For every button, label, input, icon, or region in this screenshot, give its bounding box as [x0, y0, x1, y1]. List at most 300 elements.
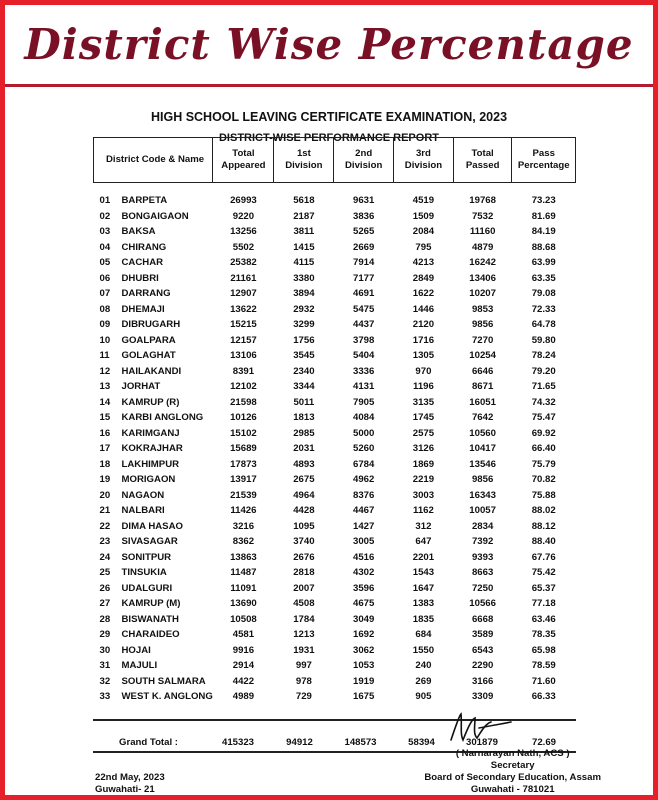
cell-appeared: 13863 [230, 551, 257, 563]
report-subheading: DISTRICT-WISE PERFORMANCE REPORT [218, 132, 439, 144]
table-row [94, 410, 576, 426]
cell-div3: 1716 [412, 334, 435, 346]
cell-div1: 1213 [293, 629, 315, 641]
cell-div1: 4964 [293, 489, 315, 501]
cell-pct: 66.33 [531, 691, 556, 703]
table-row [94, 674, 576, 690]
signatory-address: Guwahati - 781021 [470, 784, 555, 795]
cell-div2: 5000 [352, 427, 375, 439]
cell-div3: 1196 [413, 381, 434, 393]
cell-div3: 1869 [412, 458, 435, 470]
cell-div1: 2932 [293, 303, 315, 315]
cell-pct: 75.79 [531, 458, 556, 470]
cell-div2: 1692 [352, 629, 375, 641]
cell-div1: 2818 [293, 567, 315, 579]
cell-div3: 905 [415, 691, 432, 703]
signature-mark [445, 710, 525, 746]
cell-div3: 1509 [412, 210, 435, 222]
cell-pct: 75.88 [531, 489, 556, 501]
district-name: KOKRAJHAR [121, 443, 183, 455]
cell-appeared: 3216 [232, 520, 255, 532]
district-cell [94, 596, 213, 612]
header-pct-l1: Pass [532, 148, 555, 159]
cell-appeared: 8362 [232, 536, 255, 548]
table-row [94, 612, 576, 628]
cell-appeared: 2914 [232, 660, 255, 672]
grand-total-pct: 72.69 [531, 737, 556, 748]
table-row [94, 627, 576, 643]
cell-appeared: 4581 [232, 629, 255, 641]
district-name: GOLAGHAT [121, 350, 176, 362]
signatory-title: Secretary [490, 760, 535, 771]
grand-total-label: Grand Total : [119, 737, 178, 748]
cell-pct: 70.82 [531, 474, 556, 486]
table-row [94, 441, 576, 457]
cell-passed: 9853 [471, 303, 494, 315]
cell-passed: 13406 [469, 272, 496, 284]
cell-passed: 9856 [471, 319, 494, 331]
grand-total-div2: 148573 [344, 737, 377, 748]
district-name: HAILAKANDI [121, 365, 182, 377]
district-name: SONITPUR [121, 551, 172, 563]
cell-appeared: 10126 [230, 412, 257, 424]
cell-div1: 1415 [293, 241, 315, 253]
cell-div2: 5475 [352, 303, 375, 315]
cell-appeared: 21598 [230, 396, 257, 408]
cell-passed: 7642 [471, 412, 494, 424]
cell-div1: 2985 [293, 427, 315, 439]
cell-pct: 71.60 [531, 675, 556, 687]
table-row [94, 426, 576, 442]
cell-div1: 3299 [293, 319, 315, 331]
cell-div3: 2575 [412, 427, 435, 439]
cell-div1: 2675 [293, 474, 315, 486]
cell-passed: 11160 [469, 226, 496, 238]
district-name: KARBI ANGLONG [121, 412, 204, 424]
banner-title: District Wise Percentage [24, 20, 634, 69]
district-name: LAKHIMPUR [121, 458, 180, 470]
district-name: KARIMGANJ [121, 427, 180, 439]
cell-div2: 3798 [352, 334, 375, 346]
cell-pct: 79.20 [531, 365, 556, 377]
cell-div3: 1745 [412, 412, 435, 424]
cell-pct: 81.69 [531, 210, 556, 222]
cell-div3: 1543 [412, 567, 435, 579]
grand-total-div3: 58394 [408, 737, 435, 748]
table-row [94, 596, 576, 612]
cell-pct: 66.40 [531, 443, 556, 455]
district-cell [94, 240, 213, 256]
table-row [94, 472, 576, 488]
district-code: 02 [99, 210, 111, 222]
table-row [94, 395, 576, 411]
cell-appeared: 8391 [232, 365, 255, 377]
cell-passed: 13546 [469, 458, 496, 470]
cell-passed: 10560 [469, 427, 496, 439]
district-code: 04 [99, 241, 111, 253]
table-row [94, 689, 576, 705]
header-div3 [394, 138, 454, 183]
header-passed-l2: Passed [465, 160, 500, 171]
cell-div2: 3596 [352, 582, 375, 594]
cell-passed: 10254 [469, 350, 496, 362]
district-cell [94, 643, 213, 659]
district-cell [94, 379, 213, 395]
cell-pct: 88.40 [531, 536, 556, 548]
cell-div2: 6784 [352, 458, 375, 470]
cell-passed: 8671 [471, 381, 494, 393]
cell-appeared: 5502 [232, 241, 255, 253]
district-code: 07 [99, 288, 111, 300]
cell-pct: 88.12 [531, 520, 556, 532]
cell-pct: 59.80 [531, 334, 556, 346]
cell-appeared: 4989 [232, 691, 255, 703]
district-code: 05 [99, 257, 111, 269]
district-name: DHUBRI [121, 272, 159, 284]
cell-appeared: 17873 [230, 458, 257, 470]
table-row [94, 333, 576, 349]
district-code: 31 [99, 660, 111, 672]
cell-appeared: 11487 [230, 567, 257, 579]
cell-pct: 77.18 [531, 598, 556, 610]
district-cell [94, 426, 213, 442]
cell-passed: 10417 [469, 443, 496, 455]
table-row [94, 565, 576, 581]
table-header-row [94, 138, 576, 183]
header-div2-l1: 2nd [355, 148, 373, 159]
cell-passed: 8663 [471, 567, 494, 579]
district-cell [94, 317, 213, 333]
cell-div2: 4467 [352, 505, 375, 517]
district-code: 26 [99, 582, 111, 594]
district-code: 03 [99, 226, 111, 238]
cell-appeared: 11091 [230, 582, 257, 594]
cell-appeared: 13690 [230, 598, 257, 610]
cell-div2: 4131 [352, 381, 375, 393]
cell-div3: 1622 [412, 288, 435, 300]
cell-passed: 16051 [469, 396, 496, 408]
cell-div3: 1446 [412, 303, 435, 315]
table-row [94, 457, 576, 473]
table-row [94, 379, 576, 395]
cell-div3: 240 [415, 660, 432, 672]
cell-passed: 4879 [471, 241, 494, 253]
district-code: 29 [99, 629, 111, 641]
signatory-org: Board of Secondary Education, Assam [424, 772, 601, 783]
cell-div1: 4508 [293, 598, 315, 610]
cell-div3: 970 [415, 365, 432, 377]
cell-div2: 5260 [352, 443, 375, 455]
table-row [94, 658, 576, 674]
table-row [94, 255, 576, 271]
district-code: 10 [99, 334, 111, 346]
cell-div2: 1675 [352, 691, 375, 703]
cell-div2: 4302 [352, 567, 375, 579]
district-code: 06 [99, 272, 111, 284]
cell-pct: 75.47 [531, 412, 556, 424]
cell-pct: 78.24 [531, 350, 556, 362]
cell-div3: 2201 [412, 551, 435, 563]
district-code: 16 [99, 427, 111, 439]
district-cell [94, 472, 213, 488]
district-cell [94, 612, 213, 628]
district-code: 30 [99, 644, 111, 656]
district-name: KAMRUP (R) [121, 396, 180, 408]
cell-appeared: 12102 [230, 381, 257, 393]
cell-div1: 729 [295, 691, 312, 703]
district-cell [94, 658, 213, 674]
cell-pct: 84.19 [531, 226, 556, 238]
district-name: NAGAON [121, 489, 165, 501]
cell-appeared: 10508 [230, 613, 257, 625]
cell-appeared: 15102 [230, 427, 257, 439]
table-row [94, 643, 576, 659]
cell-div2: 5404 [352, 350, 375, 362]
header-passed [453, 138, 512, 183]
cell-div2: 1053 [352, 660, 375, 672]
district-code: 15 [99, 412, 111, 424]
cell-div3: 647 [415, 536, 432, 548]
cell-pct: 72.33 [531, 303, 556, 315]
cell-div3: 1647 [412, 582, 435, 594]
table-body [94, 183, 576, 705]
district-name: DARRANG [121, 288, 171, 300]
cell-div3: 1835 [412, 613, 435, 625]
results-table-wrap [93, 137, 576, 753]
signatory-block [424, 748, 601, 796]
cell-passed: 16343 [469, 489, 496, 501]
table-row [94, 302, 576, 318]
cell-div2: 4691 [352, 288, 375, 300]
cell-appeared: 25382 [230, 257, 257, 269]
cell-div2: 3836 [352, 210, 375, 222]
district-code: 27 [99, 598, 111, 610]
cell-div1: 3344 [293, 381, 315, 393]
issue-place: Guwahati- 21 [95, 784, 155, 795]
cell-passed: 10566 [469, 598, 496, 610]
district-code: 19 [99, 474, 111, 486]
cell-pct: 88.68 [531, 241, 556, 253]
cell-pct: 75.42 [531, 567, 556, 579]
cell-div1: 3740 [293, 536, 315, 548]
district-cell [94, 395, 213, 411]
table-row [94, 317, 576, 333]
cell-div3: 4213 [412, 257, 435, 269]
cell-passed: 3589 [471, 629, 494, 641]
cell-appeared: 21539 [230, 489, 257, 501]
district-name: DHEMAJI [121, 303, 165, 315]
district-name: WEST K. ANGLONG [121, 691, 213, 703]
district-code: 22 [99, 520, 111, 532]
cell-pct: 74.32 [531, 396, 556, 408]
header-div1-l1: 1st [296, 148, 311, 159]
cell-div1: 997 [295, 660, 312, 672]
district-cell [94, 302, 213, 318]
cell-pct: 79.08 [531, 288, 556, 300]
header-appeared-l2: Appeared [221, 160, 266, 171]
header-div1-l2: Division [285, 160, 323, 171]
cell-div1: 3894 [293, 288, 315, 300]
cell-appeared: 13256 [230, 226, 257, 238]
district-cell [94, 488, 213, 504]
cell-passed: 9393 [471, 551, 494, 563]
district-cell [94, 627, 213, 643]
cell-div2: 3005 [352, 536, 375, 548]
cell-appeared: 4422 [232, 675, 255, 687]
cell-pct: 65.37 [531, 582, 556, 594]
district-cell [94, 333, 213, 349]
cell-div2: 4084 [352, 412, 375, 424]
district-code: 14 [99, 396, 111, 408]
cell-div2: 3336 [352, 365, 375, 377]
cell-div2: 8376 [352, 489, 375, 501]
table-row [94, 271, 576, 287]
cell-div1: 1756 [293, 334, 315, 346]
cell-div3: 1383 [412, 598, 435, 610]
district-code: 08 [99, 303, 111, 315]
cell-div3: 3003 [412, 489, 435, 501]
exam-heading: HIGH SCHOOL LEAVING CERTIFICATE EXAMINATION, 2023 [150, 110, 508, 124]
cell-passed: 2834 [471, 520, 494, 532]
district-code: 20 [99, 489, 111, 501]
cell-div3: 795 [415, 241, 432, 253]
cell-div3: 2120 [412, 319, 435, 331]
cell-div1: 3811 [293, 226, 315, 238]
cell-div2: 3062 [352, 644, 375, 656]
district-code: 24 [99, 551, 111, 563]
cell-pct: 69.92 [531, 427, 556, 439]
cell-appeared: 13917 [230, 474, 257, 486]
cell-div1: 2031 [293, 443, 315, 455]
cell-div1: 2676 [293, 551, 315, 563]
cell-div3: 1550 [412, 644, 435, 656]
district-cell [94, 441, 213, 457]
cell-appeared: 9220 [232, 210, 255, 222]
cell-div1: 3545 [293, 350, 315, 362]
grand-total-div1: 94912 [286, 737, 313, 748]
district-cell [94, 519, 213, 535]
cell-div2: 9631 [352, 195, 375, 207]
district-code: 11 [99, 350, 110, 362]
header-pct [512, 138, 576, 183]
district-cell [94, 224, 213, 240]
cell-pct: 73.23 [531, 195, 556, 207]
table-row [94, 488, 576, 504]
district-cell [94, 209, 213, 225]
district-code: 13 [99, 381, 111, 393]
header-pct-l2: Percentage [517, 160, 570, 171]
district-code: 12 [99, 365, 111, 377]
cell-div3: 2849 [412, 272, 435, 284]
cell-appeared: 26993 [230, 195, 257, 207]
cell-div3: 269 [415, 675, 432, 687]
cell-div1: 978 [295, 675, 312, 687]
cell-div2: 5265 [352, 226, 375, 238]
results-table [93, 137, 576, 705]
cell-div1: 4428 [293, 505, 315, 517]
district-name: GOALPARA [121, 334, 176, 346]
cell-div2: 4437 [352, 319, 375, 331]
cell-div2: 1427 [352, 520, 375, 532]
cell-appeared: 9916 [232, 644, 255, 656]
cell-appeared: 21161 [230, 272, 257, 284]
cell-div2: 1919 [352, 675, 375, 687]
district-name: BONGAIGAON [121, 210, 189, 222]
cell-div1: 1813 [293, 412, 315, 424]
district-cell [94, 550, 213, 566]
cell-passed: 10207 [469, 288, 496, 300]
district-cell [94, 410, 213, 426]
district-name: DIBRUGARH [121, 319, 181, 331]
district-name: SIVASAGAR [121, 536, 178, 548]
cell-passed: 16242 [469, 257, 496, 269]
cell-pct: 64.78 [531, 319, 556, 331]
cell-div1: 2187 [293, 210, 315, 222]
cell-pct: 78.59 [531, 660, 556, 672]
table-row [94, 224, 576, 240]
district-cell [94, 364, 213, 380]
cell-pct: 63.35 [531, 272, 556, 284]
cell-pct: 63.99 [531, 257, 556, 269]
table-row [94, 240, 576, 256]
cell-div1: 2007 [293, 582, 315, 594]
district-name: SOUTH SALMARA [121, 675, 206, 687]
district-code: 17 [99, 443, 111, 455]
cell-div3: 2084 [412, 226, 435, 238]
district-code: 09 [99, 319, 111, 331]
cell-appeared: 13622 [230, 303, 257, 315]
cell-passed: 6543 [471, 644, 494, 656]
cell-passed: 7270 [471, 334, 494, 346]
grand-total-passed: 301879 [465, 737, 498, 748]
district-code: 28 [99, 613, 111, 625]
table-row [94, 519, 576, 535]
cell-div1: 5618 [293, 195, 315, 207]
grand-total-appeared: 415323 [221, 737, 254, 748]
cell-passed: 6668 [471, 613, 494, 625]
header-div3-l1: 3rd [415, 148, 431, 159]
district-code: 23 [99, 536, 111, 548]
cell-passed: 3166 [471, 675, 494, 687]
cell-div1: 4115 [293, 257, 315, 269]
district-cell [94, 271, 213, 287]
cell-appeared: 13106 [230, 350, 257, 362]
district-cell [94, 286, 213, 302]
district-cell [94, 689, 213, 705]
cell-div3: 3135 [412, 396, 435, 408]
district-cell [94, 534, 213, 550]
cell-passed: 19768 [469, 195, 496, 207]
district-name: DIMA HASAO [121, 520, 183, 532]
cell-div1: 5011 [293, 396, 315, 408]
cell-div1: 1095 [293, 520, 315, 532]
district-name: CHIRANG [121, 241, 167, 253]
signatory-name: ( Narnarayan Nath, ACS ) [455, 748, 570, 759]
district-cell [94, 565, 213, 581]
table-row [94, 286, 576, 302]
district-cell [94, 457, 213, 473]
header-div3-l2: Division [404, 160, 443, 171]
district-cell [94, 674, 213, 690]
table-row [94, 550, 576, 566]
cell-div2: 4516 [352, 551, 375, 563]
district-name: KAMRUP (M) [121, 598, 181, 610]
banner-divider [5, 84, 653, 87]
cell-div3: 3126 [412, 443, 435, 455]
district-name: TINSUKIA [121, 567, 167, 579]
header-appeared-l1: Total [232, 148, 255, 159]
district-name: NALBARI [121, 505, 165, 517]
